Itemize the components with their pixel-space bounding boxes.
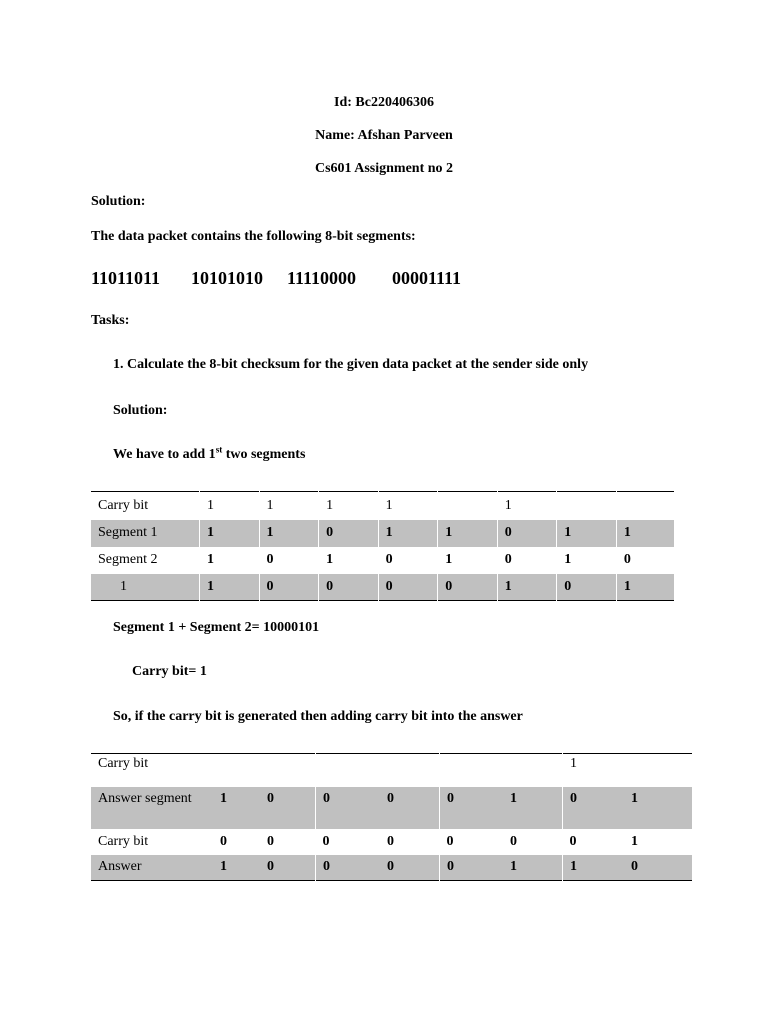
bit-cell bbox=[624, 754, 692, 787]
row-label: Answer segment bbox=[91, 787, 213, 829]
bit-cell: 1 bbox=[631, 833, 638, 849]
row-label: Answer bbox=[91, 855, 213, 881]
bit-cell: 1 bbox=[259, 492, 319, 520]
table-row bbox=[91, 787, 692, 829]
bit-cell: 0 bbox=[260, 855, 316, 881]
bit-cell: 1 bbox=[200, 492, 260, 520]
table-row bbox=[91, 520, 674, 547]
student-id: Id: Bc220406306 bbox=[334, 95, 434, 110]
bit-cell: 1 bbox=[497, 492, 557, 520]
bit-cell: 1 bbox=[200, 574, 260, 601]
bit-cell: 1 bbox=[616, 520, 674, 547]
bit-cell: 0 bbox=[316, 855, 381, 881]
bit-cell: 1 bbox=[503, 855, 563, 881]
row-label: Segment 2 bbox=[98, 552, 158, 567]
task-1-solution-heading: Solution: bbox=[113, 403, 168, 418]
bit-cell: 0 bbox=[378, 574, 438, 601]
table-row bbox=[91, 829, 692, 855]
bit-cell: 0 bbox=[380, 787, 440, 829]
table-row bbox=[91, 492, 674, 520]
bit-cell bbox=[316, 754, 381, 787]
bit-cell: 1 bbox=[200, 547, 260, 574]
bit-cell: 0 bbox=[569, 833, 577, 849]
table-row bbox=[91, 754, 692, 787]
bit-cell: 0 bbox=[440, 855, 504, 881]
bit-cell: 1 bbox=[438, 547, 498, 574]
row-label: Segment 1 bbox=[91, 520, 200, 547]
table-row bbox=[91, 574, 674, 601]
addition-table bbox=[91, 491, 674, 601]
bit-cell: 1 bbox=[497, 574, 557, 601]
bit-cell: 1 bbox=[378, 492, 438, 520]
bit-cell: 0 bbox=[557, 574, 617, 601]
bit-cell: 0 bbox=[316, 787, 381, 829]
bit-cell: 1 bbox=[213, 855, 260, 881]
student-name: Name: Afshan Parveen bbox=[315, 128, 453, 143]
add-instruction-text: We have to add 1 bbox=[113, 447, 216, 462]
bit-cell: 0 bbox=[616, 547, 674, 574]
bit-cell: 1 bbox=[616, 574, 674, 601]
bit-cell bbox=[213, 754, 260, 787]
ordinal-suffix: st bbox=[215, 444, 223, 455]
bit-cell: 0 bbox=[497, 520, 557, 547]
bit-cell: 0 bbox=[259, 574, 319, 601]
table-row bbox=[91, 547, 674, 574]
intro-text: The data packet contains the following 8-bit segments: bbox=[91, 229, 416, 244]
bit-cell: 1 bbox=[213, 787, 260, 829]
table-row bbox=[91, 855, 692, 881]
bit-cell: 0 bbox=[497, 547, 557, 574]
segment-value: 11110000 bbox=[287, 268, 357, 288]
bit-cell: 0 bbox=[440, 787, 504, 829]
bit-cell bbox=[438, 492, 498, 520]
bit-cell: 1 bbox=[378, 520, 438, 547]
bit-cell: 1 bbox=[319, 547, 379, 574]
bit-cell: 0 bbox=[446, 833, 454, 849]
bit-cell: 0 bbox=[378, 547, 438, 574]
bit-cell: 1 bbox=[503, 787, 563, 829]
bit-cell: 0 bbox=[259, 547, 319, 574]
bit-cell: 0 bbox=[220, 833, 227, 849]
bit-cell: 1 bbox=[563, 855, 625, 881]
bit-cell bbox=[616, 492, 674, 520]
bit-cell: 1 bbox=[557, 547, 617, 574]
add-instruction bbox=[113, 444, 306, 463]
bit-cell: 0 bbox=[267, 833, 274, 849]
segment-value: 11011011 bbox=[91, 268, 161, 288]
bit-cell: 1 bbox=[200, 520, 260, 547]
row-label: 1 bbox=[91, 574, 200, 601]
tasks-heading: Tasks: bbox=[91, 313, 130, 328]
bit-cell: 0 bbox=[322, 833, 330, 849]
sum-result: Segment 1 + Segment 2= 10000101 bbox=[113, 620, 320, 635]
bit-cell: 1 bbox=[319, 492, 379, 520]
bit-cell: 0 bbox=[387, 833, 394, 849]
bit-cell: 0 bbox=[319, 520, 379, 547]
bit-cell: 0 bbox=[380, 855, 440, 881]
assignment-title: Cs601 Assignment no 2 bbox=[314, 161, 454, 176]
segment-value: 00001111 bbox=[392, 268, 462, 288]
carry-explanation: So, if the carry bit is generated then adding carry bit into the answer bbox=[113, 709, 523, 724]
bit-cell: 0 bbox=[563, 787, 625, 829]
bit-cell: 1 bbox=[438, 520, 498, 547]
bit-cell bbox=[557, 492, 617, 520]
bit-cell: 1 bbox=[563, 754, 625, 787]
data-segments bbox=[91, 268, 461, 289]
bit-cell: 1 bbox=[557, 520, 617, 547]
carry-result: Carry bit= 1 bbox=[132, 664, 207, 679]
bit-cell bbox=[260, 754, 316, 787]
bit-cell: 0 bbox=[438, 574, 498, 601]
bit-cell: 0 bbox=[319, 574, 379, 601]
row-label: Carry bit bbox=[98, 497, 149, 513]
bit-cell bbox=[440, 754, 504, 787]
bit-cell: 0 bbox=[510, 833, 517, 849]
bit-cell: 1 bbox=[624, 787, 692, 829]
bit-cell: 0 bbox=[624, 855, 692, 881]
segment-value: 10101010 bbox=[191, 268, 263, 288]
bit-cell: 0 bbox=[260, 787, 316, 829]
add-instruction-tail: two segments bbox=[222, 447, 306, 462]
row-label: Carry bit bbox=[98, 756, 149, 771]
bit-cell bbox=[503, 754, 563, 787]
bit-cell bbox=[380, 754, 440, 787]
solution-heading: Solution: bbox=[91, 194, 146, 209]
carry-addition-table bbox=[91, 753, 692, 881]
task-1: 1. Calculate the 8-bit checksum for the given data packet at the sender side only bbox=[113, 357, 589, 372]
row-label: Carry bit bbox=[98, 833, 149, 849]
bit-cell: 1 bbox=[259, 520, 319, 547]
